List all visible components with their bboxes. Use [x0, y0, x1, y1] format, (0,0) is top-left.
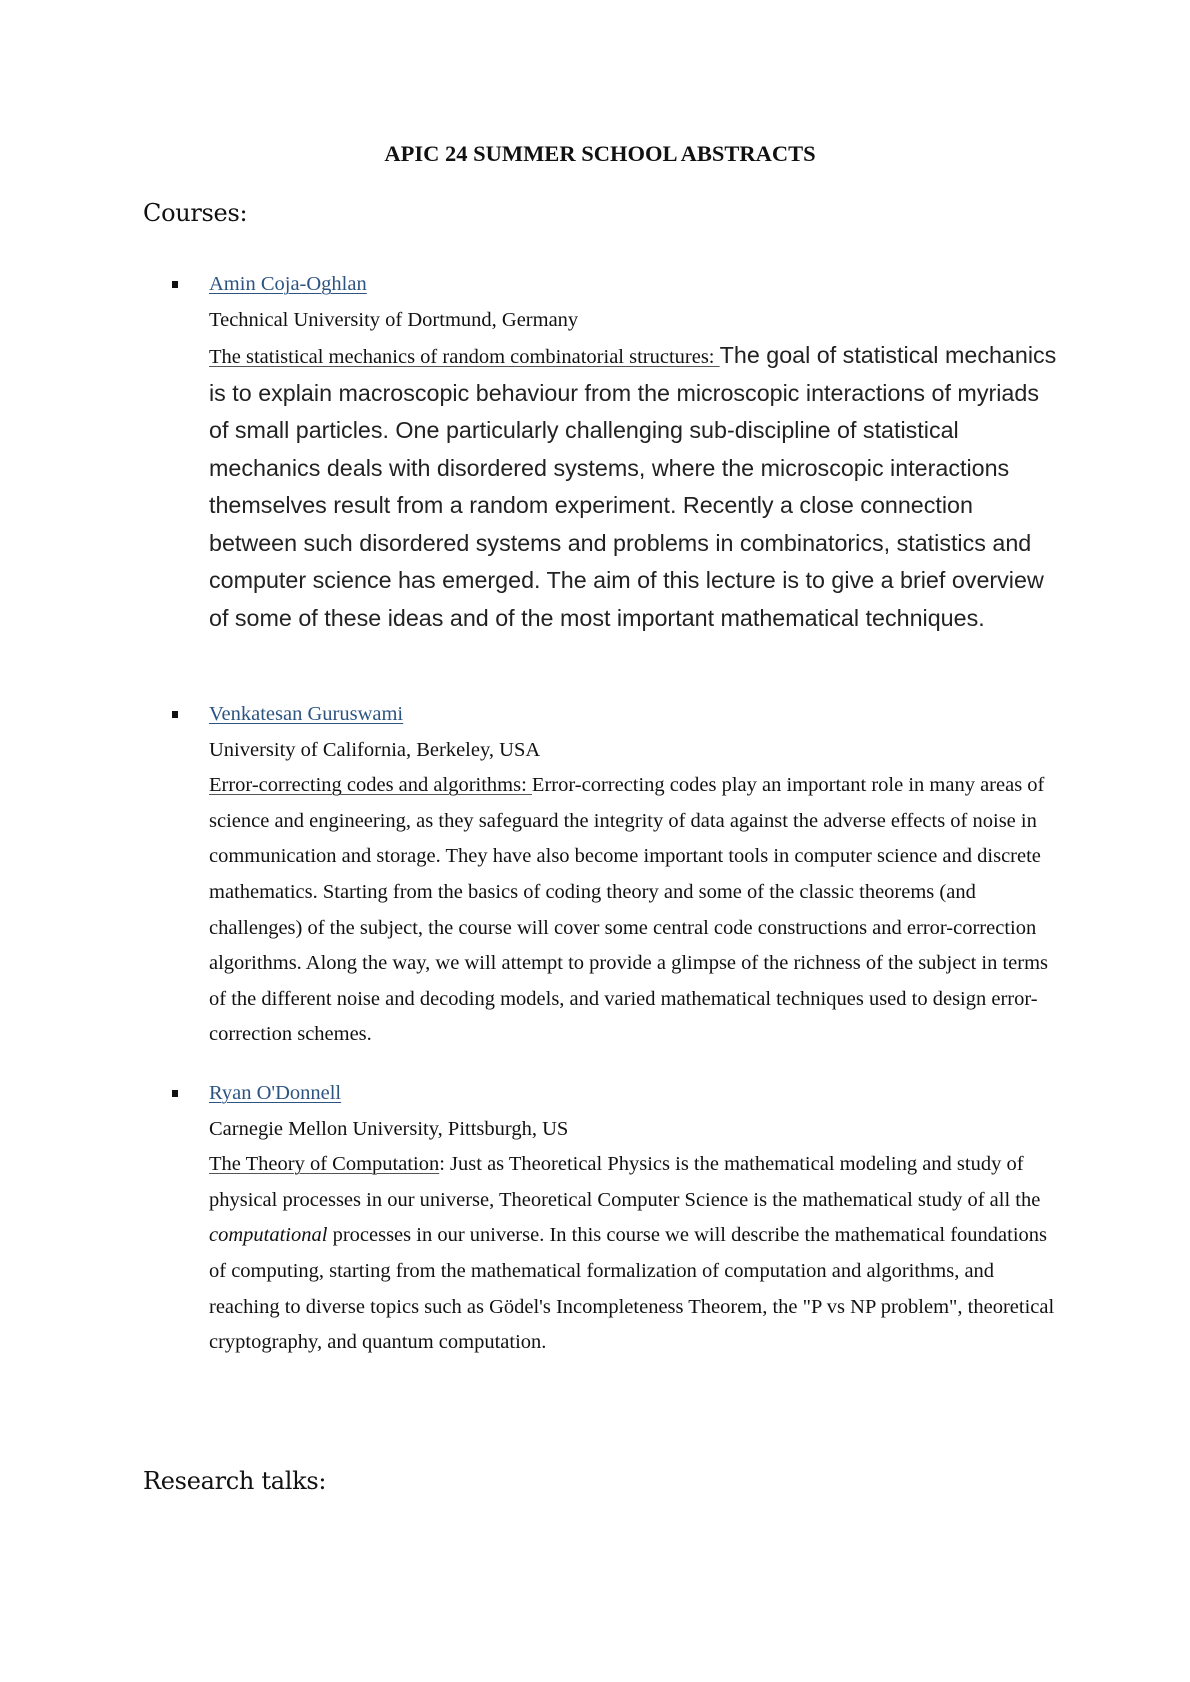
courses-heading: Courses: [143, 199, 248, 227]
course-abstract-emphasis: computational [209, 1224, 328, 1247]
course-description [209, 1147, 1059, 1361]
instructor-affiliation: Carnegie Mellon University, Pittsburgh, US [209, 1117, 569, 1140]
course-title: The Theory of Computation [209, 1153, 440, 1176]
document-title: APIC 24 SUMMER SCHOOL ABSTRACTS [384, 141, 816, 166]
course-item [209, 697, 1059, 1053]
square-bullet-icon [172, 711, 178, 718]
instructor-affiliation: Technical University of Dortmund, Germany [209, 308, 579, 331]
square-bullet-icon [172, 1090, 178, 1097]
instructor-link[interactable]: Venkatesan Guruswami [209, 703, 404, 725]
instructor-link[interactable]: Ryan O'Donnell [209, 1082, 342, 1104]
course-description [209, 768, 1059, 1053]
course-title: The statistical mechanics of random combinatorial structures: [209, 346, 720, 369]
course-title: Error-correcting codes and algorithms: [209, 774, 532, 797]
course-description [209, 338, 1059, 638]
course-item [209, 1076, 1059, 1361]
square-bullet-icon [172, 281, 178, 288]
course-abstract: The goal of statistical mechanics is to explain macroscopic behaviour from the microscopic interactions of myriads of small particles. One particularly challenging sub-discipline of statistical mechanics deals with disordered systems, where the microscopic interactions themselves result from a random experiment. Recently a close connection between such disordered systems and problems in combinatorics, statistics and computer science has emerged. The aim of this lecture is to give a brief overview of some of these ideas and of the most important mathematical techniques. [209, 342, 1057, 631]
instructor-link[interactable]: Amin Coja-Oghlan [209, 273, 367, 295]
instructor-affiliation: University of California, Berkeley, USA [209, 738, 541, 761]
course-abstract-part: processes in our universe. In this course we will describe the mathematical foundations of computing, starting from the mathematical formalization of computation and algorithms, and reaching to diverse topics such as Gödel's Incompleteness Theorem, the "P vs NP problem", theoretical cryptography, and quantum computation. [209, 1224, 1055, 1354]
course-item [209, 267, 1059, 638]
course-abstract-part: : Just as Theoretical Physics is the mathematical modeling and study of physical processes in our universe, Theoretical Computer Science is the mathematical study of all the [209, 1153, 1041, 1211]
research-talks-heading: Research talks: [143, 1467, 327, 1495]
course-abstract: Error-correcting codes play an important role in many areas of science and engineering, as they safeguard the integrity of data against the adverse effects of noise in communication and storage. They have also become important tools in computer science and discrete mathematics. Starting from the basics of coding theory and some of the classic theorems (and challenges) of the subject, the course will cover some central code constructions and error-correction algorithms. Along the way, we will attempt to provide a glimpse of the richness of the subject in terms of the different noise and decoding models, and varied mathematical techniques used to design error-correction schemes. [209, 774, 1048, 1046]
